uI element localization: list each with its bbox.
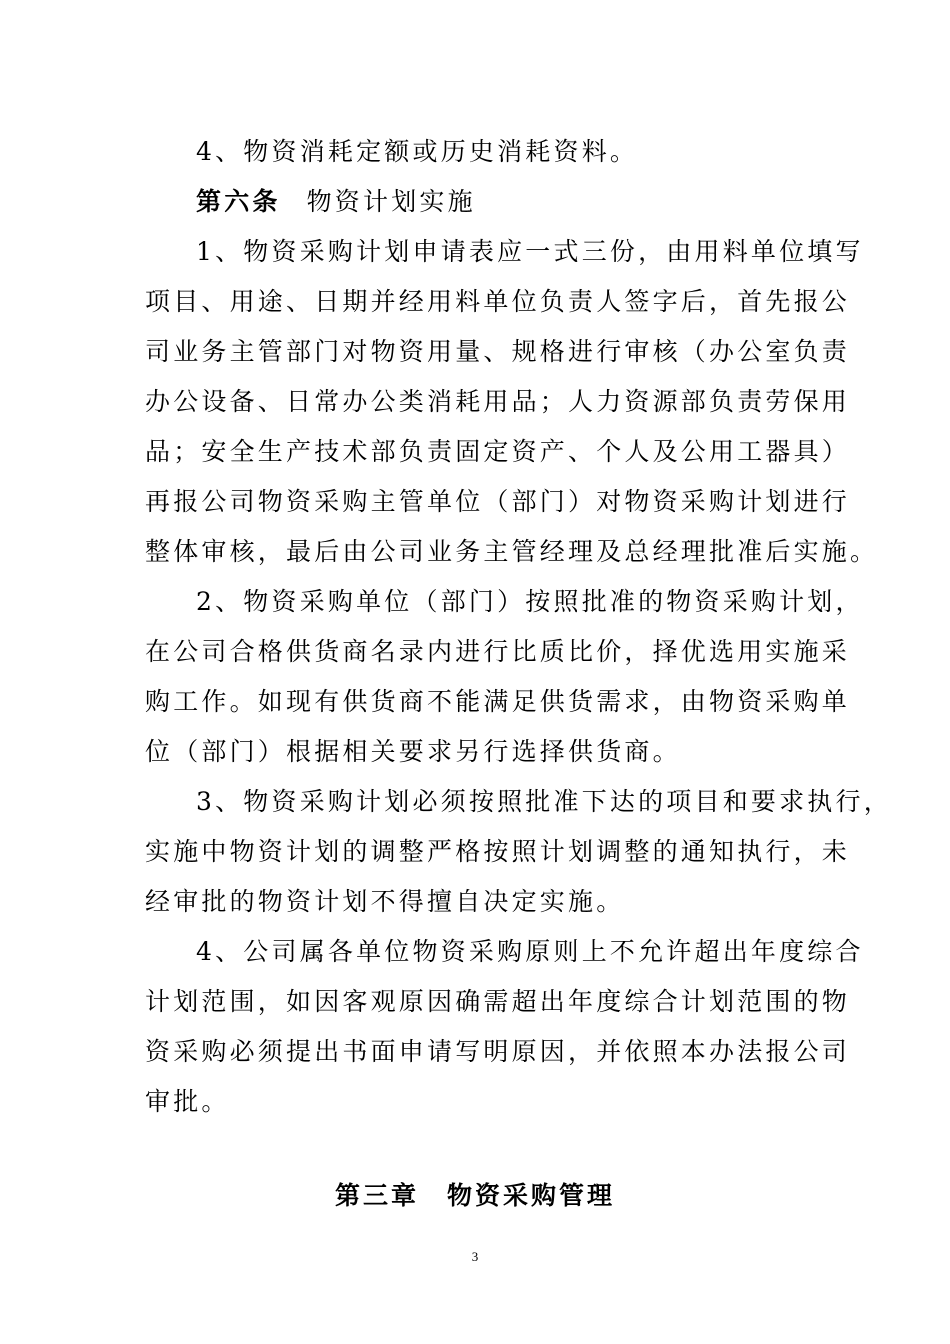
paragraph-line: 经审批的物资计划不得擅自决定实施。 [145, 887, 625, 916]
paragraph-line: 购工作。如现有供货商不能满足供货需求，由物资采购单 [145, 687, 851, 716]
paragraph-line: 1、物资采购计划申请表应一式三份，由用料单位填写 [196, 237, 864, 266]
article-title: 物资计划实施 [306, 187, 476, 216]
paragraph-line: 实施中物资计划的调整严格按照计划调整的通知执行，未 [145, 837, 851, 866]
chapter-heading [0, 1181, 950, 1211]
paragraph-line: 计划范围，如因客观原因确需超出年度综合计划范围的物 [145, 987, 851, 1016]
article-heading [196, 187, 476, 217]
paragraph-line: 整体审核，最后由公司业务主管经理及总经理批准后实施。 [145, 537, 879, 566]
chapter-label: 第三章 [334, 1181, 419, 1210]
paragraph-line: 3、物资采购计划必须按照批准下达的项目和要求执行， [196, 787, 892, 816]
paragraph-line: 资采购必须提出书面申请写明原因，并依照本办法报公司 [145, 1037, 851, 1066]
paragraph-line: 4、公司属各单位物资采购原则上不允许超出年度综合 [196, 937, 864, 966]
list-item-consumption-quota: 4、物资消耗定额或历史消耗资料。 [196, 137, 639, 166]
paragraph-line: 项目、用途、日期并经用料单位负责人签字后，首先报公 [145, 287, 851, 316]
article-label: 第六条 [196, 187, 281, 216]
page-number: 3 [471, 1249, 479, 1264]
paragraph-line: 审批。 [145, 1087, 230, 1116]
chapter-title: 物资采购管理 [447, 1181, 616, 1210]
paragraph-line: 再报公司物资采购主管单位（部门）对物资采购计划进行 [145, 487, 851, 516]
paragraph-line: 在公司合格供货商名录内进行比质比价，择优选用实施采 [145, 637, 851, 666]
paragraph-line: 司业务主管部门对物资用量、规格进行审核（办公室负责 [145, 337, 851, 366]
paragraph-line: 2、物资采购单位（部门）按照批准的物资采购计划， [196, 587, 864, 616]
paragraph-line: 办公设备、日常办公类消耗用品；人力资源部负责劳保用 [145, 387, 851, 416]
paragraph-line: 位（部门）根据相关要求另行选择供货商。 [145, 737, 681, 766]
paragraph-line: 品；安全生产技术部负责固定资产、个人及公用工器具） [145, 437, 851, 466]
